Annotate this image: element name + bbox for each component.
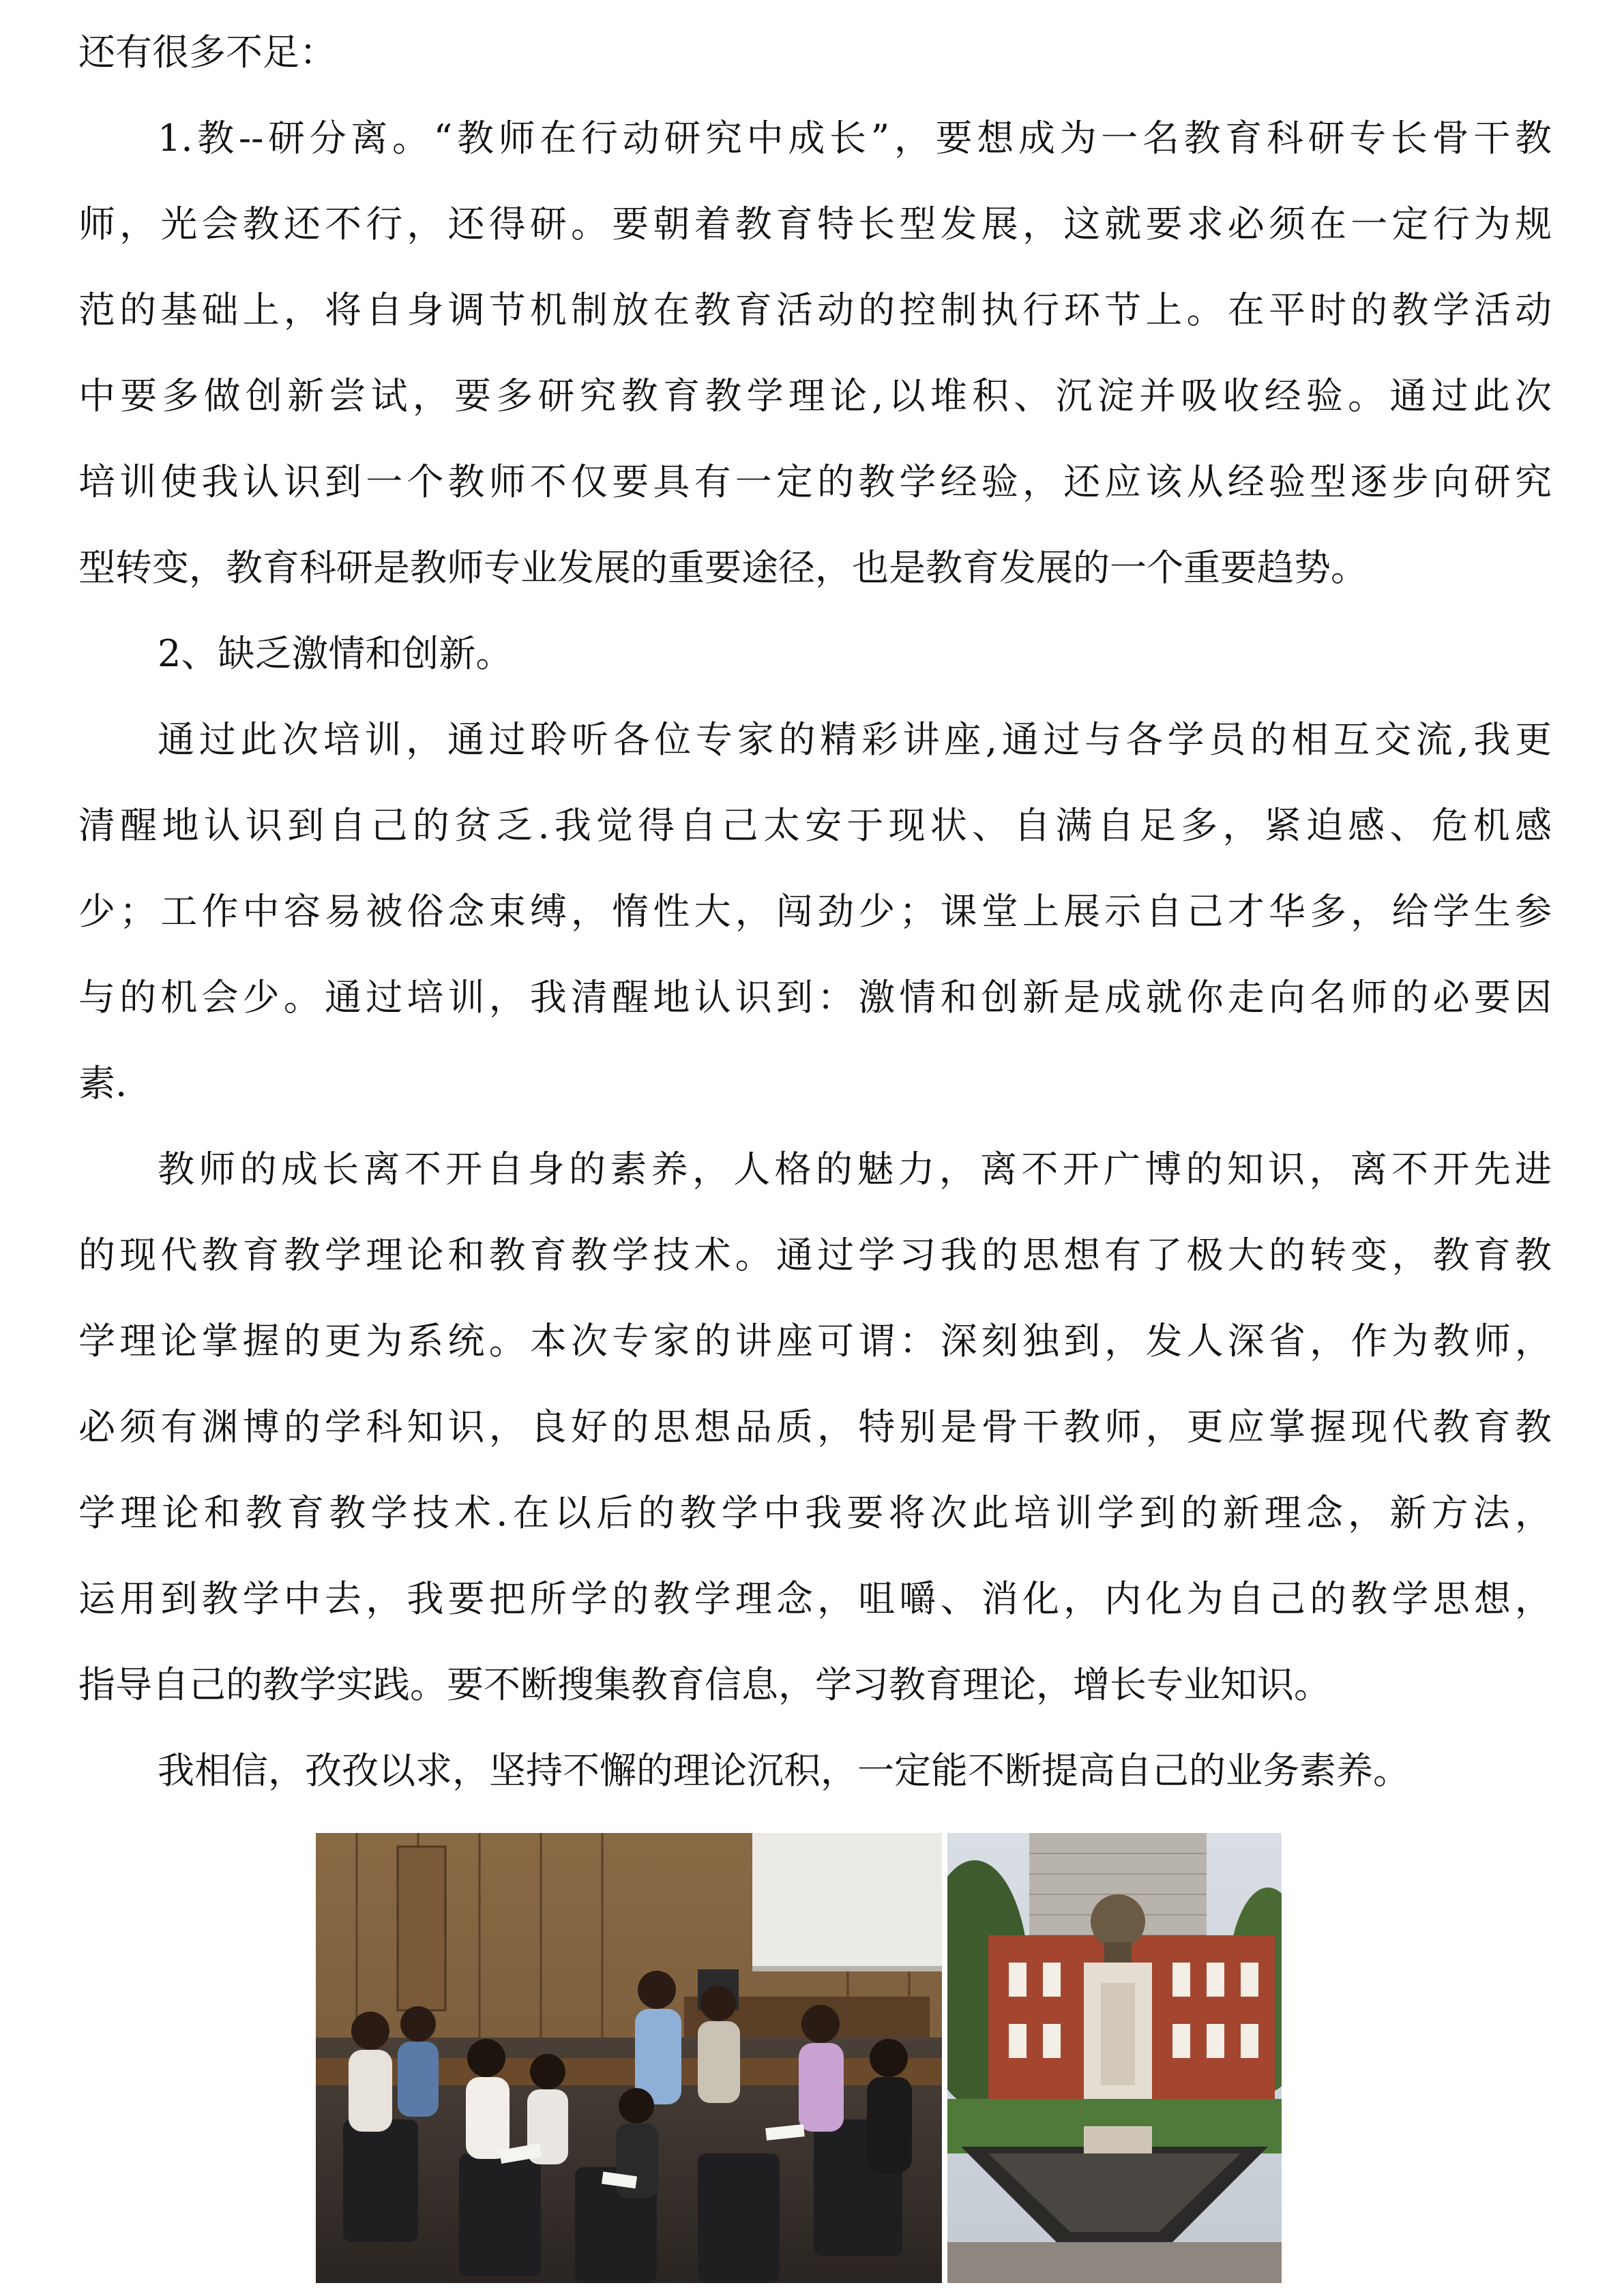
document-body (78, 10, 1552, 1814)
meeting-photo (316, 1833, 942, 2283)
text-line: 学理论和教育教学技术.在以后的教学中我要将次此培训学到的新理念，新方法， (78, 1491, 1552, 1534)
statue-fountain-photo (947, 1833, 1282, 2283)
text-line: 范的基础上，将自身调节机制放在教育活动的控制执行环节上。在平时的教学活动 (78, 288, 1552, 331)
text-line: 指导自己的教学实践。要不断搜集教育信息，学习教育理论，增长专业知识。 (78, 1663, 1331, 1706)
text-line: 1.教--研分离。“教师在行动研究中成长”，要想成为一名教育科研专长骨干教 (158, 117, 1552, 160)
text-line: 通过此次培训，通过聆听各位专家的精彩讲座,通过与各学员的相互交流,我更 (158, 718, 1552, 761)
text-line: 还有很多不足： (78, 31, 336, 74)
text-line: 2、缺乏激情和创新。 (158, 632, 513, 675)
text-line: 的现代教育教学理论和教育教学技术。通过学习我的思想有了极大的转变，教育教 (78, 1234, 1552, 1277)
text-line: 运用到教学中去，我要把所学的教学理念，咀嚼、消化，内化为自己的教学思想， (78, 1577, 1552, 1620)
text-line: 学理论掌握的更为系统。本次专家的讲座可谓：深刻独到，发人深省，作为教师， (78, 1320, 1552, 1362)
text-line: 中要多做创新尝试，要多研究教育教学理论,以堆积、沉淀并吸收经验。通过此次 (78, 374, 1552, 417)
text-line: 培训使我认识到一个教师不仅要具有一定的教学经验，还应该从经验型逐步向研究 (78, 460, 1552, 503)
text-line: 与的机会少。通过培训，我清醒地认识到：激情和创新是成就你走向名师的必要因 (78, 976, 1552, 1019)
text-line: 我相信，孜孜以求，坚持不懈的理论沉积，一定能不断提高自己的业务素养。 (158, 1749, 1410, 1792)
text-line: 型转变，教育科研是教师专业发展的重要途径，也是教育发展的一个重要趋势。 (78, 546, 1368, 589)
text-line: 清醒地认识到自己的贫乏.我觉得自己太安于现状、自满自足多，紧迫感、危机感 (78, 804, 1552, 847)
text-line: 少；工作中容易被俗念束缚，惰性大，闯劲少；课堂上展示自己才华多，给学生参 (78, 890, 1552, 933)
text-line: 素. (78, 1062, 128, 1105)
text-line: 教师的成长离不开自身的素养，人格的魅力，离不开广博的知识，离不开先进 (158, 1148, 1552, 1191)
text-line: 师，光会教还不行，还得研。要朝着教育特长型发展，这就要求必须在一定行为规 (78, 203, 1552, 245)
text-line: 必须有渊博的学科知识，良好的思想品质，特别是骨干教师，更应掌握现代教育教 (78, 1405, 1552, 1448)
